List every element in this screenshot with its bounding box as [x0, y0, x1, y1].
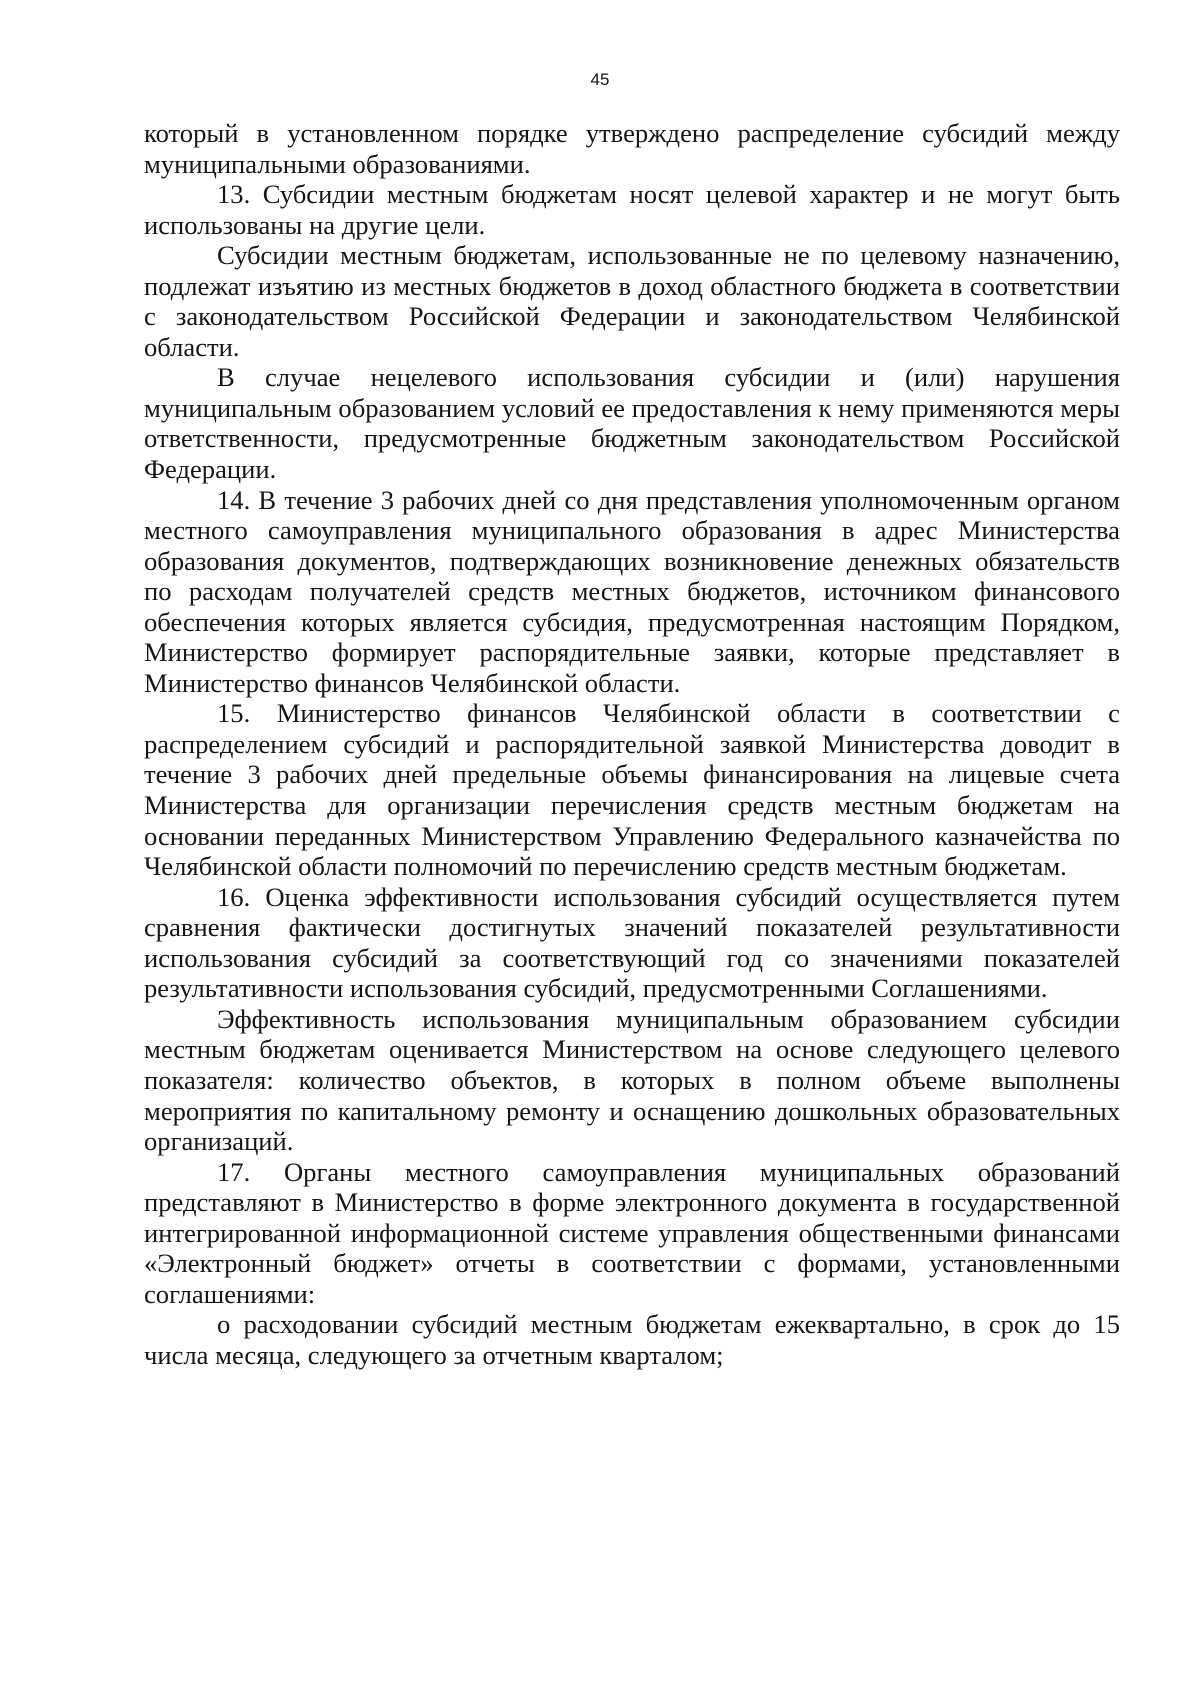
paragraph-efficiency-indicator: Эффективность использования муниципальным образованием субсидии местным бюджетам оценивается Министерством на основе следующего целевого показателя: количество объектов, в которых в полном объеме выполнены мероприятия по капитальному ремонту и оснащению дошкольных образовательных организаций. — [144, 1003, 1120, 1157]
paragraph-quarterly-report: о расходовании субсидий местным бюджетам ежеквартально, в срок до 15 числа месяца, следующего за отчетным кварталом; — [144, 1309, 1120, 1370]
paragraph-item-16: 16. Оценка эффективности использования субсидий осуществляется путем сравнения фактически достигнутых значений показателей результативности использования субсидий за соответствующий год со значениями показателей результативности использования субсидий, предусмотренными Соглашениями. — [144, 881, 1120, 1004]
paragraph-continuation: который в установленном порядке утверждено распределение субсидий между муниципальными образованиями. — [144, 118, 1120, 179]
paragraph-responsibility-measures: В случае нецелевого использования субсидии и (или) нарушения муниципальным образованием условий ее предоставления к нему применяются меры ответственности, предусмотренные бюджетным законодательством Российской Федерации. — [144, 362, 1120, 485]
paragraph-item-15: 15. Министерство финансов Челябинской области в соответствии с распределением субсидий и распорядительной заявкой Министерства доводит в течение 3 рабочих дней предельные объемы финансирования на лицевые счета Министерства для организации перечисления средств местным бюджетам на основании переданных Министерством Управлению Федерального казначейства по Челябинской области полномочий по перечислению средств местным бюджетам. — [144, 698, 1120, 882]
paragraph-misuse-withdrawal: Субсидии местным бюджетам, использованные не по целевому назначению, подлежат изъятию из местных бюджетов в доход областного бюджета в соответствии с законодательством Российской Федерации и законодательством Челябинской области. — [144, 240, 1120, 362]
paragraph-item-13: 13. Субсидии местным бюджетам носят целевой характер и не могут быть использованы на другие цели. — [144, 179, 1120, 240]
paragraph-item-14: 14. В течение 3 рабочих дней со дня представления уполномоченным органом местного самоуправления муниципального образования в адрес Министерства образования документов, подтверждающих возникновение денежных обязательств по расходам получателей средств местных бюджетов, источником финансового обеспечения которых является субсидия, предусмотренная настоящим Порядком, Министерство формирует распорядительные заявки, которые представляет в Министерство финансов Челябинской области. — [144, 484, 1120, 698]
document-body — [144, 118, 1120, 1370]
paragraph-item-17: 17. Органы местного самоуправления муниципальных образований представляют в Министерство в форме электронного документа в государственной интегрированной информационной системе управления общественными финансами «Электронный бюджет» отчеты в соответствии с формами, установленными соглашениями: — [144, 1156, 1120, 1309]
page-number: 45 — [590, 70, 610, 89]
